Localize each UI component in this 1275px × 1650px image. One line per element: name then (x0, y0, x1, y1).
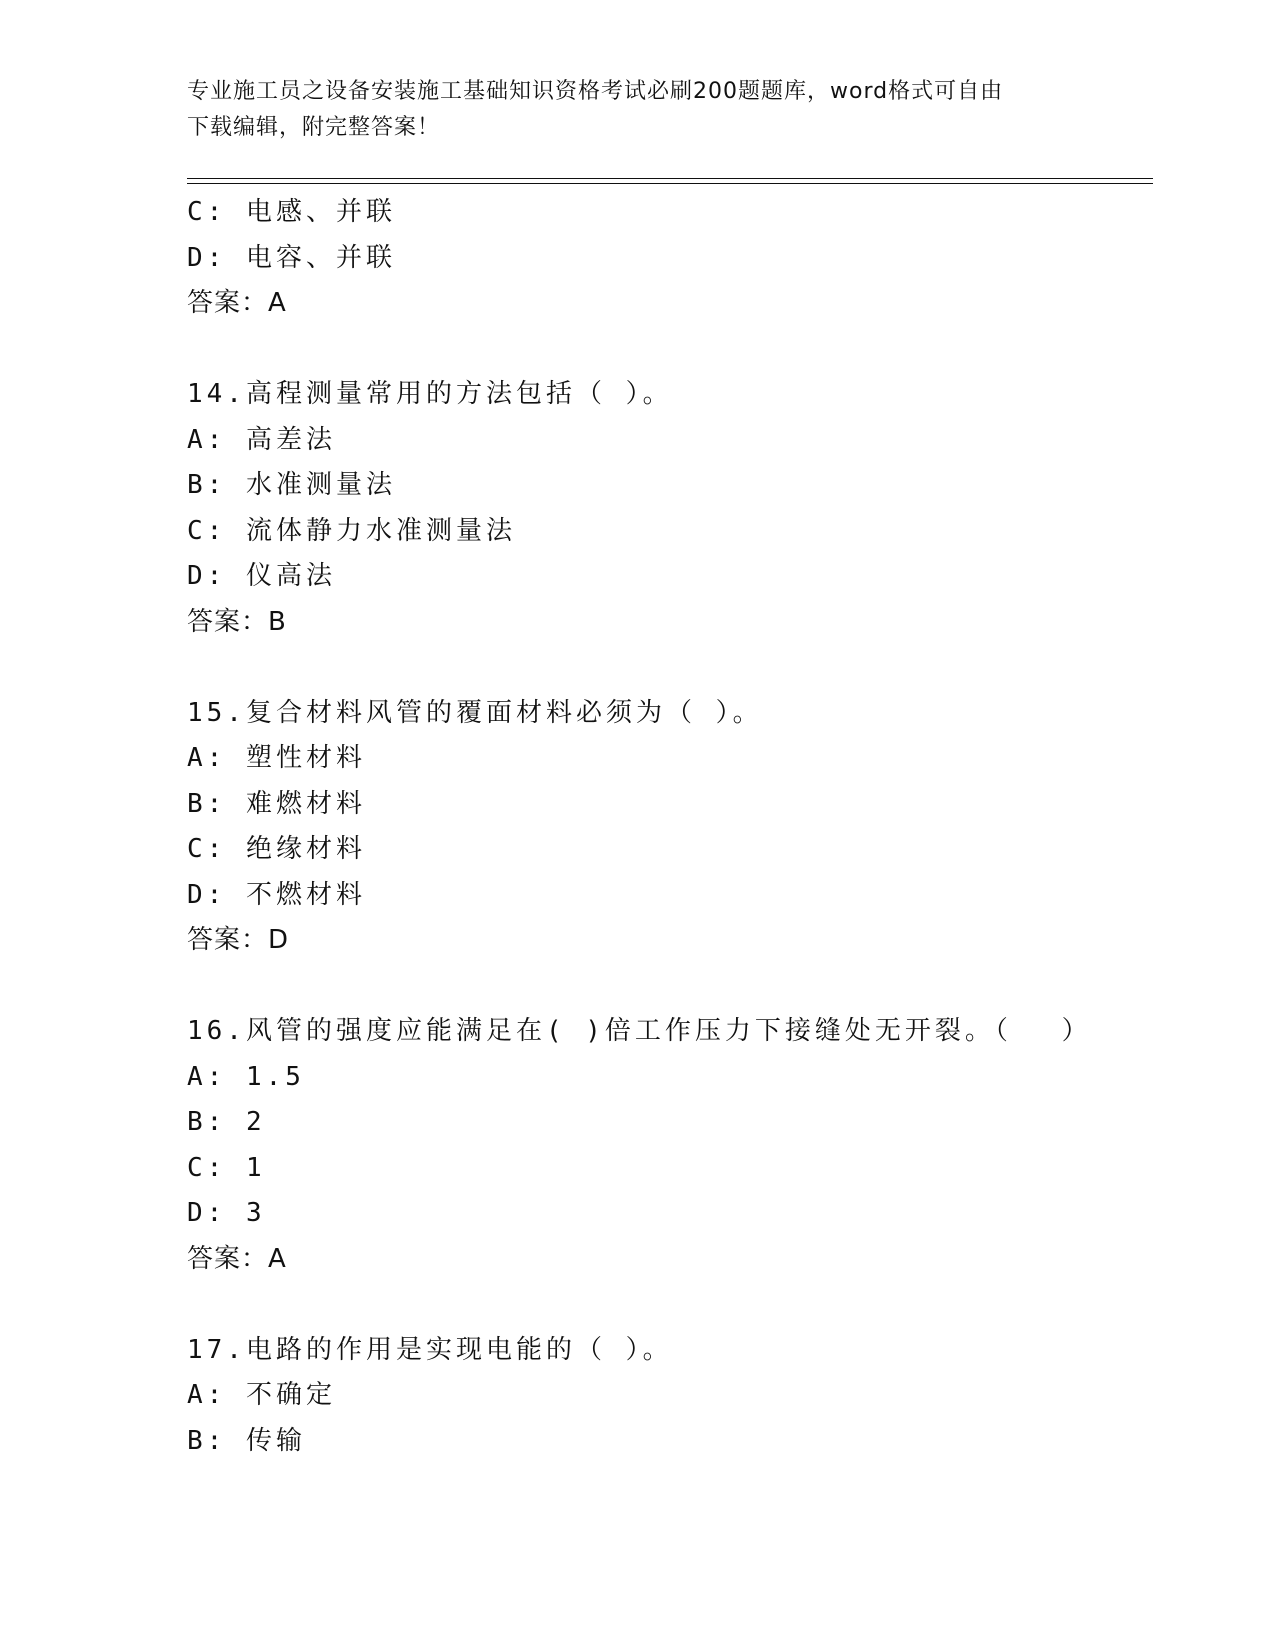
spacer (187, 645, 1153, 691)
question-16-stem: 16.风管的强度应能满足在( )倍工作压力下接缝处无开裂。（ ） (187, 1016, 1092, 1046)
question-16-option-b: B: 2 (187, 1107, 266, 1137)
header-divider-top (187, 178, 1153, 179)
question-15-option-a: A: 塑性材料 (187, 743, 366, 773)
question-15-option-b: B: 难燃材料 (187, 788, 366, 819)
question-14-stem: 14.高程测量常用的方法包括（ ）。 (187, 379, 673, 409)
answer-line: 答案：A (187, 288, 287, 318)
option-d: D: 电容、并联 (187, 242, 396, 273)
spacer (187, 327, 1153, 373)
question-16-option-c: C: 1 (187, 1152, 266, 1183)
question-17-option-a: A: 不确定 (187, 1380, 336, 1410)
question-16-option-d: D: 3 (187, 1198, 266, 1228)
question-14-option-b: B: 水准测量法 (187, 470, 396, 500)
spacer (187, 964, 1153, 1010)
question-16-option-a: A: 1.5 (187, 1061, 305, 1092)
question-14-option-a: A: 高差法 (187, 424, 336, 455)
question-17-stem: 17.电路的作用是实现电能的（ ）。 (187, 1334, 673, 1365)
header-line-2: 下载编辑，附完整答案！ (187, 115, 441, 140)
question-15-option-c: C: 绝缘材料 (187, 834, 366, 864)
option-c: C: 电感、并联 (187, 197, 396, 227)
question-15-stem: 15.复合材料风管的覆面材料必须为（ ）。 (187, 697, 763, 728)
spacer (187, 1282, 1153, 1328)
question-14-option-d: D: 仪高法 (187, 561, 336, 591)
question-14-option-c: C: 流体静力水准测量法 (187, 515, 516, 546)
question-15-answer: 答案：D (187, 925, 290, 955)
header-divider-bottom (187, 183, 1153, 184)
question-list (187, 190, 1153, 1464)
question-16-answer: 答案：A (187, 1243, 287, 1274)
question-14-answer: 答案：B (187, 606, 287, 637)
question-17-option-b: B: 传输 (187, 1425, 306, 1456)
header-line-1: 专业施工员之设备安装施工基础知识资格考试必刷200题题库，word格式可自由 (187, 79, 1004, 104)
document-header (187, 74, 1067, 146)
question-15-option-d: D: 不燃材料 (187, 879, 366, 910)
